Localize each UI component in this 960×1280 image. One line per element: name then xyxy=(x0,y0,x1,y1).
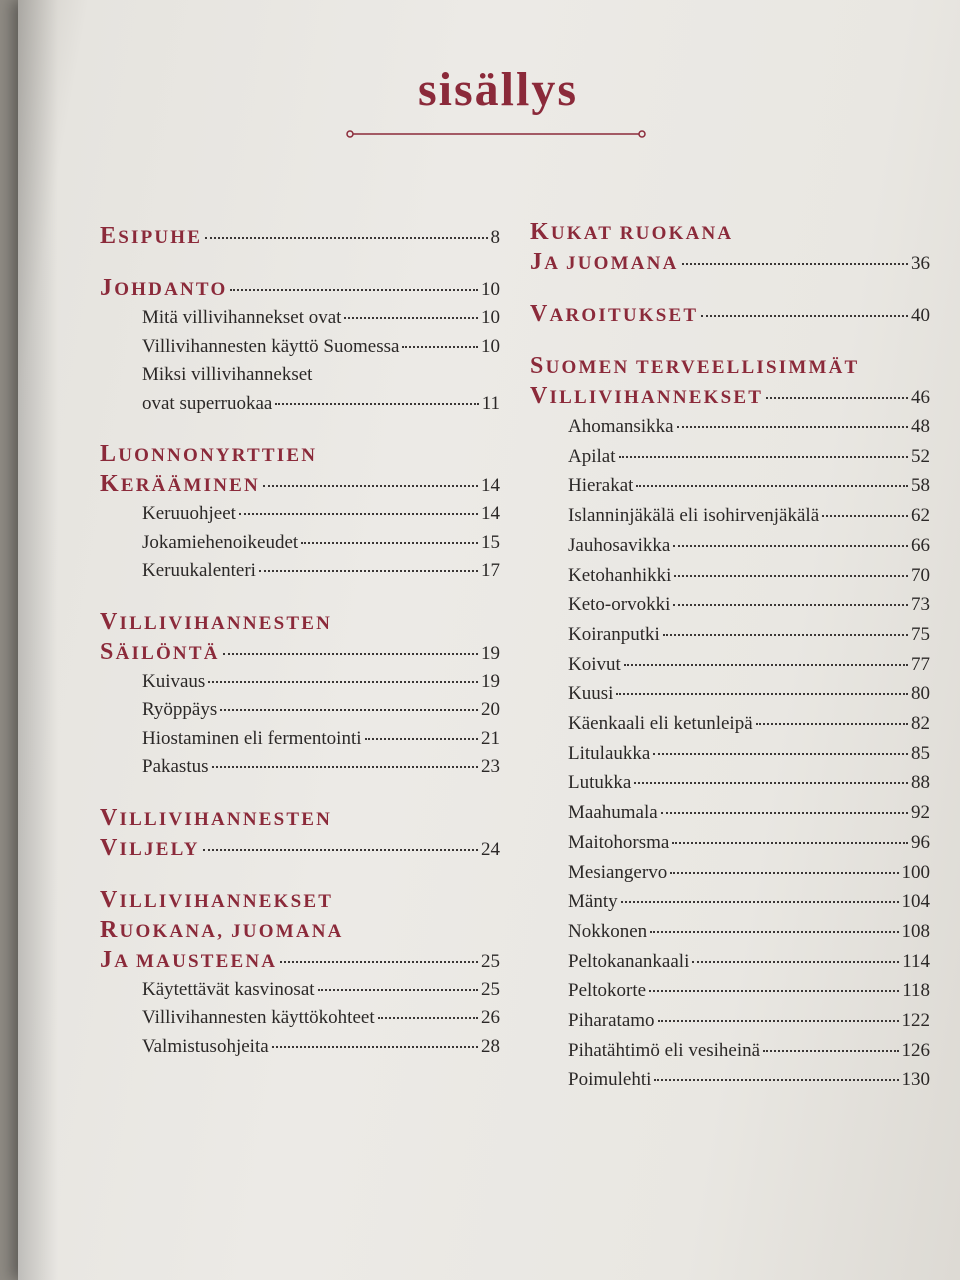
dot-leader xyxy=(756,723,908,725)
page-number: 100 xyxy=(901,861,930,883)
page-number: 14 xyxy=(481,475,500,496)
dot-leader xyxy=(766,397,908,399)
toc-section xyxy=(100,608,500,782)
page-number: 14 xyxy=(481,503,500,524)
dot-leader xyxy=(672,842,908,844)
heading-label xyxy=(100,470,260,500)
dot-leader xyxy=(670,872,898,874)
heading-line xyxy=(100,886,500,916)
heading-text: VILLIVIHANNESTEN xyxy=(100,608,333,635)
entry-label: Ryöppäys xyxy=(142,699,218,720)
heading-row xyxy=(100,834,500,864)
dot-leader xyxy=(663,634,908,636)
section-heading xyxy=(100,440,500,500)
heading-text: VILLIVIHANNEKSET xyxy=(100,886,334,913)
dot-leader xyxy=(344,317,478,319)
heading-initial: J xyxy=(530,249,545,275)
subsection-list xyxy=(100,668,500,782)
entry-label: Pakastus xyxy=(142,756,209,777)
toc-entry xyxy=(142,333,500,362)
title-ornament xyxy=(346,124,646,144)
heading-text: VILLIVIHANNEKSET xyxy=(530,383,764,409)
dot-leader xyxy=(402,346,478,348)
toc-section xyxy=(100,804,500,864)
toc-entry xyxy=(568,917,930,947)
entry-label: Peltokanankaali xyxy=(568,950,690,972)
heading-initial: E xyxy=(100,223,119,249)
heading-label xyxy=(530,300,698,330)
subsection-list xyxy=(100,304,500,418)
heading-row xyxy=(100,638,500,668)
heading-text: JOHDANTO xyxy=(100,275,228,301)
dot-leader xyxy=(378,1017,478,1019)
toc-entry xyxy=(568,798,930,828)
page-number: 126 xyxy=(901,1039,930,1061)
page-number: 82 xyxy=(911,713,930,735)
entry-label: Kuivaus xyxy=(142,670,206,692)
entry-label: Nokkonen xyxy=(568,920,648,942)
heading-text: SÄILÖNTÄ xyxy=(100,638,220,665)
heading-text: KERÄÄMINEN xyxy=(100,471,260,497)
toc-entry xyxy=(142,1033,500,1062)
dot-leader xyxy=(661,812,908,814)
toc-entry xyxy=(568,501,930,531)
dot-leader xyxy=(301,542,478,544)
toc-entry xyxy=(568,1065,930,1095)
entry-label: Lutukka xyxy=(568,772,632,794)
page-number: 85 xyxy=(911,742,930,764)
section-heading xyxy=(530,352,930,412)
toc-entry xyxy=(568,442,930,472)
heading-initial: V xyxy=(530,383,550,409)
toc-entry xyxy=(568,679,930,709)
entry-label: Mesiangervo xyxy=(568,861,668,883)
dot-leader xyxy=(701,315,908,317)
dot-leader xyxy=(365,738,478,740)
heading-text: JA JUOMANA xyxy=(530,249,679,275)
toc-section xyxy=(100,274,500,418)
dot-leader xyxy=(677,426,908,428)
dot-leader xyxy=(649,990,899,992)
heading-text: VAROITUKSET xyxy=(530,301,699,327)
book-page xyxy=(18,0,960,1280)
heading-initial: K xyxy=(530,219,551,245)
entry-label: Keruukalenteri xyxy=(142,560,256,581)
dot-leader xyxy=(658,1020,899,1022)
heading-label xyxy=(100,222,202,252)
heading-row xyxy=(530,248,930,278)
entry-label: Mänty xyxy=(568,891,618,913)
toc-entry xyxy=(142,1004,500,1033)
dot-leader xyxy=(763,1050,898,1052)
entry-label: Hierakat xyxy=(568,475,634,497)
toc-entry xyxy=(568,709,930,739)
heading-text: KUKAT RUOKANA xyxy=(530,219,734,245)
entry-label: Ketohanhikki xyxy=(568,564,672,586)
toc-entry xyxy=(568,590,930,620)
toc-entry xyxy=(142,696,500,725)
dot-leader xyxy=(673,545,908,547)
toc-entry xyxy=(568,620,930,650)
dot-leader xyxy=(634,782,908,784)
dot-leader xyxy=(223,653,478,655)
toc-entry xyxy=(568,858,930,888)
dot-leader xyxy=(272,1046,478,1048)
toc-left-column xyxy=(100,222,500,1083)
heading-row xyxy=(530,382,930,412)
heading-initial: V xyxy=(100,886,120,913)
section-heading xyxy=(100,804,500,864)
toc-entry xyxy=(142,500,500,529)
page-number: 77 xyxy=(911,653,930,675)
toc-entry xyxy=(142,668,500,697)
dot-leader xyxy=(205,237,487,239)
subsection-list xyxy=(100,500,500,586)
entry-label: Villivihannesten käyttökohteet xyxy=(142,1007,375,1028)
heading-initial: J xyxy=(100,275,115,301)
toc-entry xyxy=(568,412,930,442)
heading-text: ESIPUHE xyxy=(100,223,203,249)
heading-initial: K xyxy=(100,471,121,497)
page-number: 58 xyxy=(911,475,930,497)
toc-entry xyxy=(568,768,930,798)
heading-line xyxy=(100,608,500,638)
entry-label: Litulaukka xyxy=(568,742,651,764)
entry-label: Keto-orvokki xyxy=(568,594,671,616)
toc-section xyxy=(530,218,930,278)
dot-leader xyxy=(636,485,908,487)
heading-label xyxy=(100,946,277,976)
dot-leader xyxy=(263,485,478,487)
dot-leader xyxy=(203,849,478,851)
page-number: 92 xyxy=(911,802,930,824)
dot-leader xyxy=(275,403,478,405)
dot-leader xyxy=(259,570,478,572)
subsection-list xyxy=(100,976,500,1062)
page-number: 19 xyxy=(481,642,500,664)
entry-label: Pihatähtimö eli vesiheinä xyxy=(568,1039,761,1061)
toc-entry xyxy=(568,828,930,858)
heading-initial: S xyxy=(530,353,546,379)
toc-section xyxy=(530,352,930,1095)
heading-text: VILJELY xyxy=(100,834,200,861)
toc-right-column xyxy=(530,218,930,1117)
heading-text: SUOMEN TERVEELLISIMMÄT xyxy=(530,353,860,379)
toc-section xyxy=(100,440,500,586)
entry-label: Hiostaminen eli fermentointi xyxy=(142,727,362,749)
dot-leader xyxy=(621,901,899,903)
entry-label: Maahumala xyxy=(568,802,658,824)
dot-leader xyxy=(212,766,479,768)
heading-text: LUONNONYRTTIEN xyxy=(100,441,318,467)
entry-label: Keruuohjeet xyxy=(142,503,236,524)
dot-leader xyxy=(230,289,478,291)
heading-row xyxy=(100,222,500,252)
heading-text: JA MAUSTEENA xyxy=(100,946,278,973)
dot-leader xyxy=(650,931,898,933)
page-number: 24 xyxy=(481,838,500,860)
page-number: 96 xyxy=(911,831,930,853)
heading-line xyxy=(530,218,930,248)
toc-entry xyxy=(142,725,500,754)
spine-shadow xyxy=(18,0,58,1280)
page-number: 75 xyxy=(911,623,930,645)
toc-entry xyxy=(568,739,930,769)
page-number: 46 xyxy=(911,387,930,408)
page-number: 20 xyxy=(481,699,500,720)
dot-leader xyxy=(654,1079,898,1081)
entry-label: Valmistusohjeita xyxy=(142,1035,269,1057)
dot-leader xyxy=(822,515,908,517)
entry-label: Ahomansikka xyxy=(568,416,674,437)
page-number: 26 xyxy=(481,1007,500,1028)
toc-entry xyxy=(142,557,500,586)
page-number: 10 xyxy=(481,279,500,300)
heading-line xyxy=(100,916,500,946)
heading-label xyxy=(530,248,679,278)
section-heading xyxy=(100,274,500,304)
page-number: 104 xyxy=(901,891,930,913)
toc-entry xyxy=(568,1036,930,1066)
toc-section xyxy=(100,222,500,252)
entry-line: Miksi villivihannekset xyxy=(142,364,313,385)
page-number: 19 xyxy=(481,670,500,692)
heading-label xyxy=(530,382,763,412)
toc-section xyxy=(530,300,930,330)
page-number: 8 xyxy=(490,227,500,248)
entry-label: Kuusi xyxy=(568,683,614,705)
entry-label: Apilat xyxy=(568,445,616,467)
toc-entry xyxy=(568,1006,930,1036)
page-number: 36 xyxy=(911,253,930,274)
dot-leader xyxy=(692,961,899,963)
toc-entry xyxy=(142,304,500,333)
heading-initial: V xyxy=(100,834,120,861)
heading-line xyxy=(530,352,930,382)
entry-label: Peltokorte xyxy=(568,980,647,1002)
entry-label: ovat superruokaa xyxy=(142,392,273,414)
heading-row xyxy=(100,274,500,304)
page-number: 108 xyxy=(901,920,930,942)
page-number: 130 xyxy=(901,1069,930,1091)
page-number: 17 xyxy=(481,560,500,581)
page-number: 11 xyxy=(481,392,500,414)
subsection-list xyxy=(530,412,930,1095)
entry-label: Poimulehti xyxy=(568,1069,652,1091)
page-number: 52 xyxy=(911,445,930,467)
entry-label: Koivut xyxy=(568,653,621,675)
heading-label xyxy=(100,638,220,668)
page-number: 25 xyxy=(481,978,500,1000)
toc-entry xyxy=(568,531,930,561)
page-number: 15 xyxy=(481,531,500,553)
dot-leader xyxy=(619,456,909,458)
dot-leader xyxy=(674,575,908,577)
heading-initial: V xyxy=(530,301,550,327)
page-number: 10 xyxy=(481,335,500,357)
page-number: 21 xyxy=(481,727,500,749)
toc-entry xyxy=(568,471,930,501)
page-number: 114 xyxy=(902,950,930,972)
dot-leader xyxy=(616,693,908,695)
entry-label: Käenkaali eli ketunleipä xyxy=(568,713,753,735)
entry-label: Villivihannesten käyttö Suomessa xyxy=(142,335,400,357)
entry-label: Maitohorsma xyxy=(568,831,670,853)
section-heading xyxy=(530,300,930,330)
dot-leader xyxy=(220,709,478,711)
toc-entry xyxy=(142,753,500,782)
page-number: 80 xyxy=(911,683,930,705)
page-number: 23 xyxy=(481,756,500,777)
page-number: 48 xyxy=(911,416,930,437)
entry-label: Käytettävät kasvinosat xyxy=(142,978,315,1000)
heading-label xyxy=(100,274,227,304)
page-number: 66 xyxy=(911,534,930,556)
section-heading xyxy=(100,886,500,976)
page-number: 118 xyxy=(902,980,930,1002)
heading-initial: S xyxy=(100,638,116,665)
dot-leader xyxy=(239,513,478,515)
heading-line xyxy=(100,440,500,470)
page-title: sisällys xyxy=(417,63,579,116)
heading-row xyxy=(100,946,500,976)
section-heading xyxy=(100,608,500,668)
heading-label xyxy=(100,834,200,864)
toc-entry xyxy=(142,529,500,558)
heading-initial: R xyxy=(100,916,120,943)
heading-line xyxy=(100,804,500,834)
toc-entry xyxy=(142,976,500,1005)
page-number: 62 xyxy=(911,505,930,527)
page-number: 25 xyxy=(481,950,500,972)
toc-entry xyxy=(568,947,930,977)
entry-label: Piharatamo xyxy=(568,1010,655,1032)
page-number: 70 xyxy=(911,564,930,586)
toc-entry xyxy=(568,976,930,1006)
dot-leader xyxy=(208,681,478,683)
heading-row xyxy=(100,470,500,500)
heading-initial: V xyxy=(100,608,120,635)
entry-label: Islanninjäkälä eli isohirvenjäkälä xyxy=(568,505,820,527)
entry-label: Jauhosavikka xyxy=(568,534,671,556)
heading-initial: L xyxy=(100,441,119,467)
heading-text: RUOKANA, JUOMANA xyxy=(100,916,344,943)
toc-section xyxy=(100,886,500,1062)
page-number: 10 xyxy=(481,307,500,328)
heading-row xyxy=(530,300,930,330)
entry-label: Jokamiehenoikeudet xyxy=(142,531,299,553)
heading-initial: J xyxy=(100,946,115,973)
section-heading xyxy=(100,222,500,252)
heading-initial: V xyxy=(100,804,120,831)
page-number: 73 xyxy=(911,594,930,616)
dot-leader xyxy=(682,263,908,265)
page-number: 122 xyxy=(901,1010,930,1032)
section-heading xyxy=(530,218,930,278)
entry-label: Koiranputki xyxy=(568,623,660,645)
page-number: 88 xyxy=(911,772,930,794)
heading-text: VILLIVIHANNESTEN xyxy=(100,804,333,831)
dot-leader xyxy=(673,604,908,606)
dot-leader xyxy=(280,961,478,963)
toc-entry xyxy=(142,390,500,419)
page-number: 40 xyxy=(911,305,930,326)
entry-label: Mitä villivihannekset ovat xyxy=(142,307,342,328)
dot-leader xyxy=(653,753,908,755)
toc-entry xyxy=(568,561,930,591)
dot-leader xyxy=(318,989,478,991)
page-number: 28 xyxy=(481,1035,500,1057)
dot-leader xyxy=(624,664,908,666)
toc-entry xyxy=(568,650,930,680)
toc-entry xyxy=(568,887,930,917)
